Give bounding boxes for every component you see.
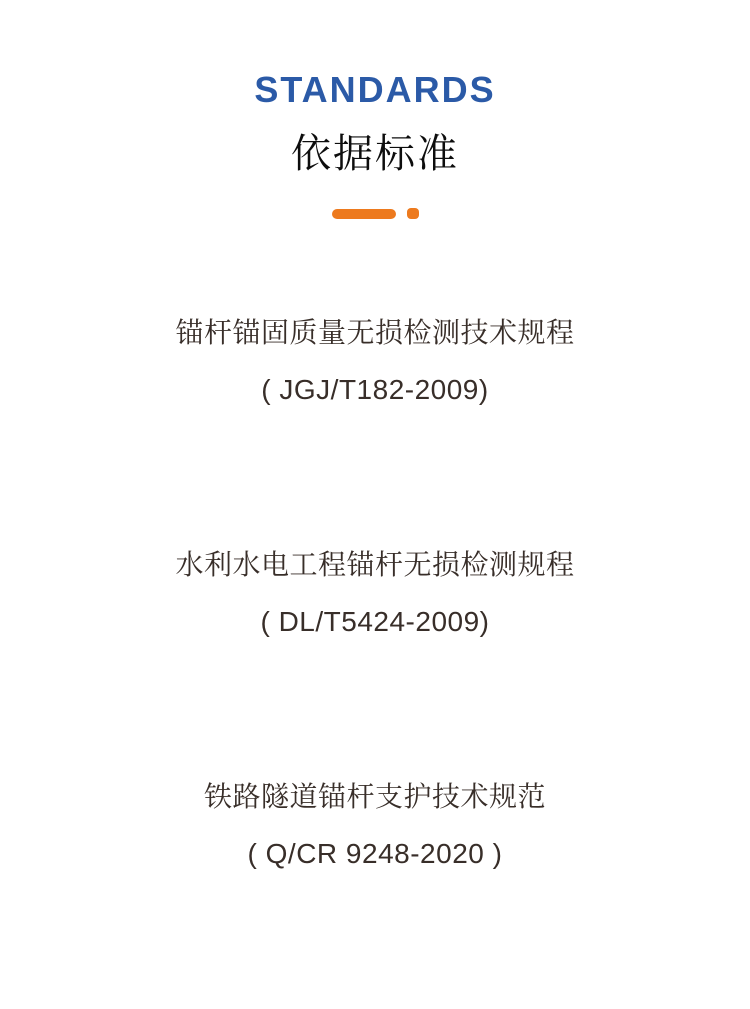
standards-list: [0, 319, 750, 868]
standard-name: 水利水电工程锚杆无损检测规程: [175, 549, 575, 580]
section-divider: [332, 208, 419, 219]
standard-code: ( Q/CR 9248-2020 ): [247, 838, 503, 869]
divider-bar-shape: [332, 209, 396, 219]
standard-item: [175, 551, 574, 636]
standard-code: ( JGJ/T182-2009): [261, 374, 489, 405]
standard-item: [175, 319, 574, 404]
divider-dot-shape: [407, 208, 419, 219]
standard-item: [204, 783, 546, 868]
standard-code: ( DL/T5424-2009): [260, 606, 490, 637]
standard-name: 铁路隧道锚杆支护技术规范: [203, 781, 546, 812]
standard-name: 锚杆锚固质量无损检测技术规程: [175, 317, 575, 348]
section-eyebrow: STANDARDS: [254, 69, 496, 110]
section-title: 依据标准: [291, 132, 459, 176]
